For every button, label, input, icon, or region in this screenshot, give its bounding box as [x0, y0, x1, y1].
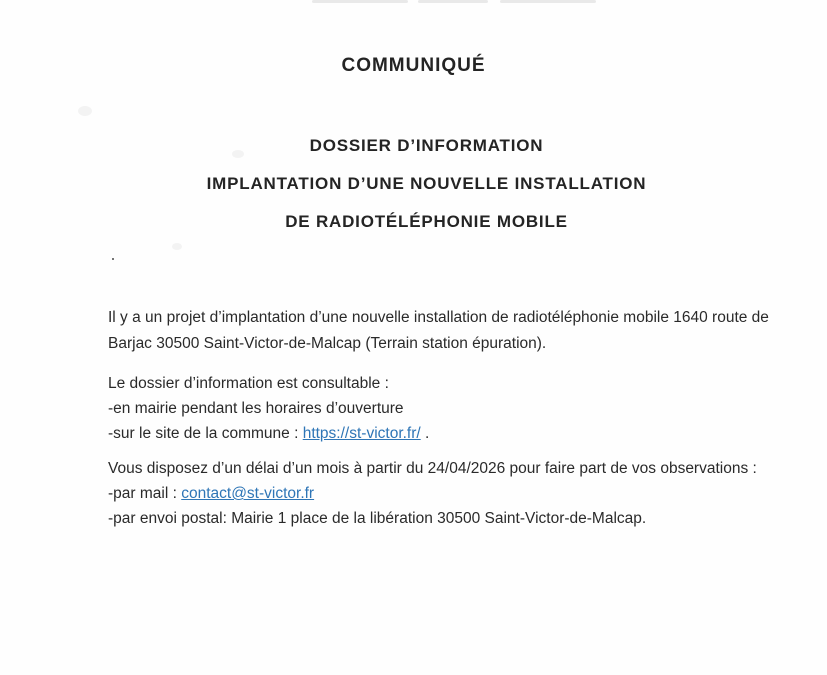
mail-line-prefix: -par mail : [108, 485, 182, 502]
site-line-suffix: . [420, 425, 430, 442]
contact-email-link[interactable]: contact@st-victor.fr [181, 485, 315, 502]
paragraph-project-intro [108, 305, 769, 357]
heading-line-implantation: IMPLANTATION D’UNE NOUVELLE INSTALLATION [206, 174, 647, 193]
cutoff-text-artifact [418, 0, 488, 3]
intro-line-2: Barjac 30500 Saint-Victor-de-Malcap (Terrain station épuration). [108, 335, 547, 352]
scan-smudge [172, 243, 182, 250]
heading-line-dossier: DOSSIER D’INFORMATION [309, 136, 544, 155]
observations-postal-line: -par envoi postal: Mairie 1 place de la libération 30500 Saint-Victor-de-Malcap. [108, 510, 647, 527]
cutoff-text-artifact [500, 0, 596, 3]
intro-line-1: Il y a un projet d’implantation d’une nouvelle installation de radiotéléphonie mobile 1640 route de [108, 309, 769, 326]
document-title: COMMUNIQUÉ [341, 55, 486, 76]
site-line-prefix: -sur le site de la commune : [108, 425, 303, 442]
document-subject-headings [0, 127, 827, 241]
stray-dot-artifact [112, 258, 114, 260]
scan-smudge [78, 106, 92, 116]
consultation-line-1: Le dossier d’information est consultable : [108, 375, 389, 392]
cutoff-text-artifact [312, 0, 408, 3]
consultation-line-site [108, 421, 429, 446]
heading-line-radiotelephonie: DE RADIOTÉLÉPHONIE MOBILE [285, 212, 568, 231]
commune-website-link[interactable]: https://st-victor.fr/ [302, 425, 421, 442]
consultation-line-2: -en mairie pendant les horaires d’ouverture [108, 400, 404, 417]
paragraph-consultation [108, 371, 429, 446]
paragraph-observations [108, 456, 757, 531]
observations-intro-line: Vous disposez d’un délai d’un mois à partir du 24/04/2026 pour faire part de vos observations : [108, 460, 757, 477]
observations-mail-line [108, 481, 757, 506]
